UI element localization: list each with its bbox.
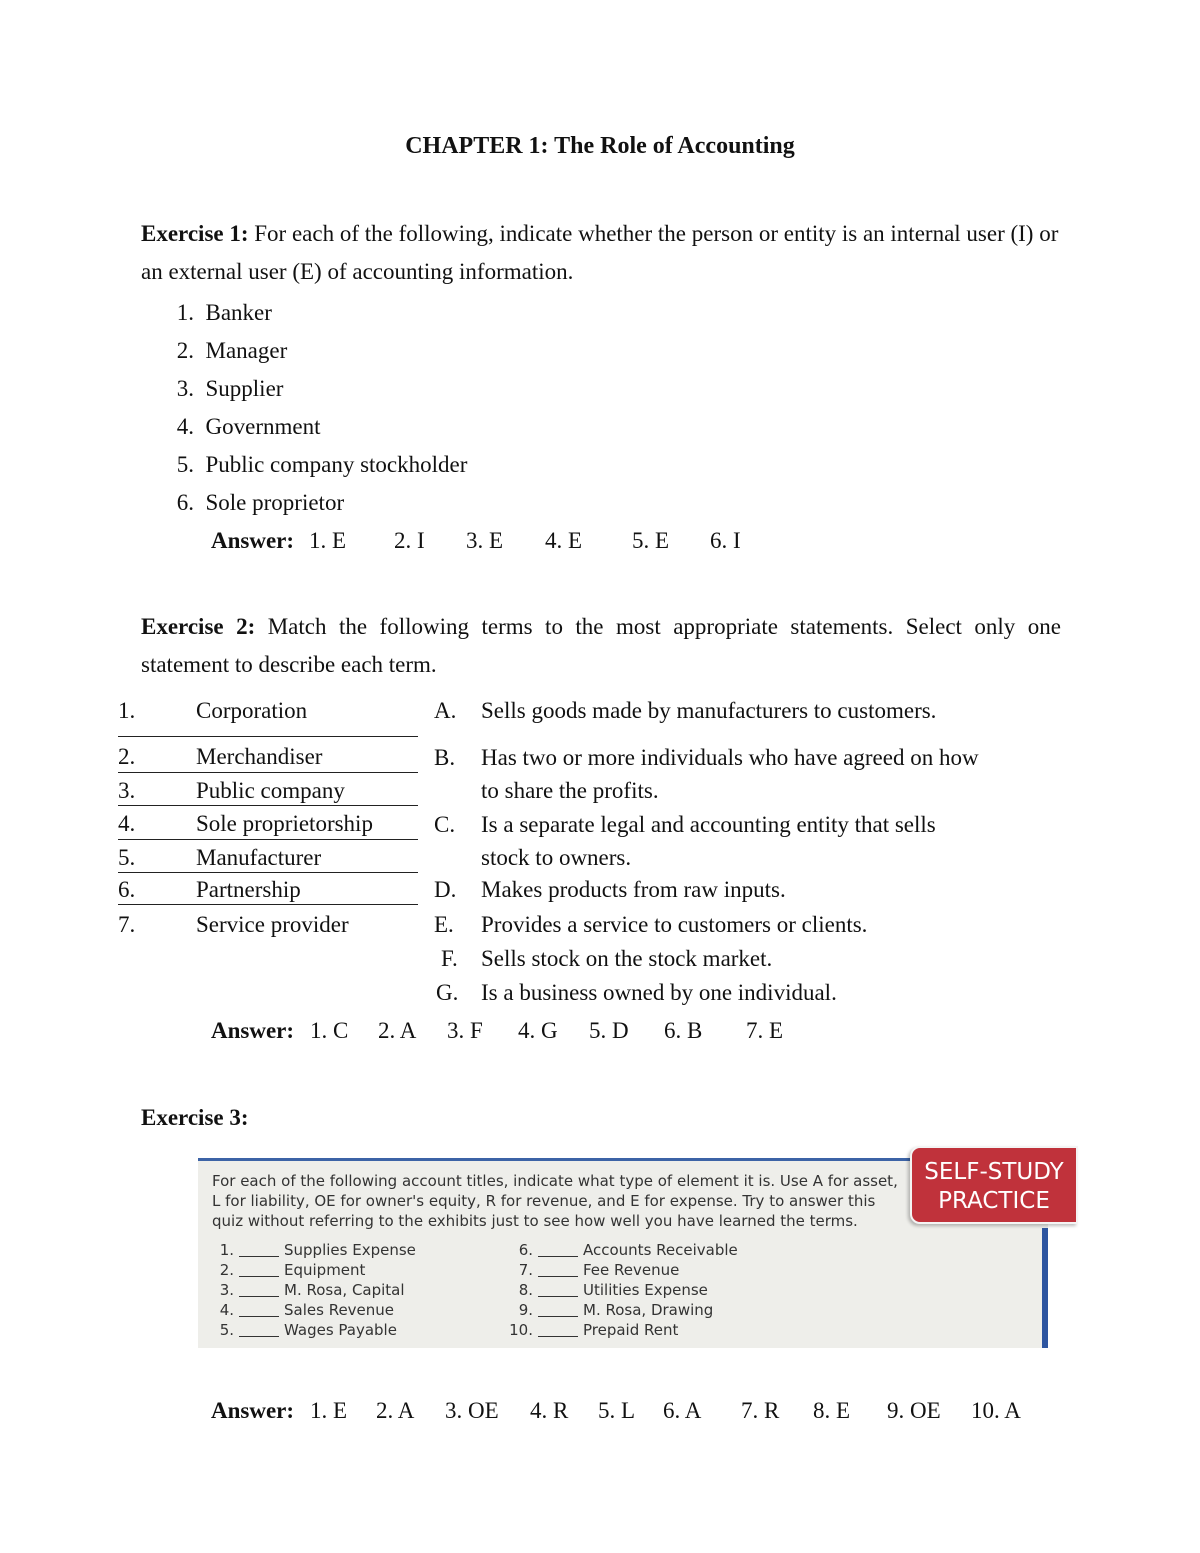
term-number: 5.	[118, 845, 136, 870]
exercise-1-answer	[211, 528, 294, 554]
statement-text: Is a separate legal and accounting entity that sells	[481, 812, 936, 837]
answer-label: Answer:	[211, 528, 295, 553]
quiz-item-label: Prepaid Rent	[583, 1321, 679, 1339]
term-label: Partnership	[196, 877, 301, 902]
self-study-badge	[910, 1146, 1078, 1224]
instruction-line: For each of the following account titles, indicate what type of element it is. Use A for asset,	[212, 1172, 898, 1190]
term-number: 1.	[118, 698, 136, 723]
answer-value: 1. C	[310, 1018, 349, 1043]
quiz-item: 2. Equipment	[219, 1261, 366, 1279]
term-label: Public company	[196, 778, 345, 803]
quiz-item: 4. Sales Revenue	[219, 1301, 395, 1319]
answer-value: 2. A	[376, 1398, 415, 1423]
statement-text: Provides a service to customers or clients.	[481, 912, 868, 937]
exercise-2-label: Exercise 2:	[141, 614, 256, 639]
statement-letter: D.	[434, 877, 457, 902]
term-label: Service provider	[196, 912, 349, 937]
list-item-text: Banker	[205, 300, 272, 325]
answer-value: 5. D	[589, 1018, 629, 1043]
list-item: 2. Manager	[176, 338, 288, 363]
statement-letter: B.	[434, 745, 456, 770]
page-title: CHAPTER 1: The Role of Accounting	[405, 133, 795, 159]
statement-text: Is a business owned by one individual.	[481, 980, 837, 1005]
quiz-item: 7. Fee Revenue	[518, 1261, 680, 1279]
answer-value: 6. B	[664, 1018, 703, 1043]
quiz-item: 8. Utilities Expense	[518, 1281, 708, 1299]
term-label: Merchandiser	[196, 744, 323, 769]
quiz-item-label: Fee Revenue	[583, 1261, 680, 1279]
statement-text: Sells goods made by manufacturers to customers.	[481, 698, 937, 723]
exercise-2-prompt	[141, 608, 1061, 684]
divider	[118, 736, 418, 737]
exercise-1-prompt	[141, 215, 1061, 291]
answer-value: 2. A	[378, 1018, 417, 1043]
answer-value: 3. OE	[445, 1398, 499, 1423]
list-item-text: Sole proprietor	[205, 490, 345, 515]
self-study-instructions	[212, 1171, 898, 1231]
panel-side-bar	[1042, 1228, 1048, 1348]
list-item: 1. Banker	[176, 300, 272, 325]
answer-value: 8. E	[813, 1398, 851, 1423]
answer-value: 4. G	[518, 1018, 558, 1043]
exercise-3-answer	[211, 1398, 294, 1424]
answer-value: 3. F	[447, 1018, 483, 1043]
answer-value: 7. E	[746, 1018, 784, 1043]
term-label: Corporation	[196, 698, 308, 723]
answer-value: 5. L	[598, 1398, 636, 1423]
answer-value: 4. R	[530, 1398, 569, 1423]
exercise-1-label: Exercise 1:	[141, 221, 249, 246]
quiz-item: 1. Supplies Expense	[219, 1241, 416, 1259]
answer-value: 7. R	[741, 1398, 780, 1423]
quiz-item-label: Supplies Expense	[284, 1241, 416, 1259]
answer-value: 1. E	[309, 528, 347, 553]
panel-top-rule	[198, 1158, 912, 1161]
quiz-item-label: Sales Revenue	[284, 1301, 395, 1319]
quiz-item-label: Equipment	[284, 1261, 366, 1279]
term-row	[118, 811, 418, 840]
term-row	[118, 845, 418, 873]
list-item: 4. Government	[176, 414, 321, 439]
quiz-item-label: Wages Payable	[284, 1321, 397, 1339]
exercise-3-prompt	[141, 1105, 249, 1131]
statement-text: to share the profits.	[481, 778, 659, 803]
statement-text: stock to owners.	[481, 845, 632, 870]
statement-text: Has two or more individuals who have agreed on how	[481, 745, 979, 770]
term-number: 2.	[118, 744, 136, 769]
term-row	[118, 778, 418, 806]
answer-value: 1. E	[310, 1398, 348, 1423]
term-row	[118, 877, 418, 905]
exercise-1-text: For each of the following, indicate whether the person or entity is an internal user (I) or an external user (E) of accounting information.	[141, 221, 1059, 284]
term-row	[118, 744, 418, 773]
list-item-text: Government	[205, 414, 321, 439]
term-number: 7.	[118, 912, 136, 937]
answer-value: 5. E	[632, 528, 670, 553]
list-item: 6. Sole proprietor	[176, 490, 345, 515]
answer-value: 9. OE	[887, 1398, 941, 1423]
answer-label: Answer:	[211, 1018, 295, 1043]
exercise-3-label: Exercise 3:	[141, 1105, 249, 1130]
statement-letter: C.	[434, 812, 456, 837]
badge-line: PRACTICE	[938, 1188, 1050, 1214]
exercise-2-answer	[211, 1018, 294, 1044]
quiz-item-label: Accounts Receivable	[583, 1241, 738, 1259]
statement-letter: A.	[434, 698, 457, 723]
quiz-item-label: M. Rosa, Capital	[284, 1281, 405, 1299]
list-item-text: Manager	[205, 338, 288, 363]
quiz-item: 6. Accounts Receivable	[518, 1241, 738, 1259]
quiz-item: 3. M. Rosa, Capital	[219, 1281, 405, 1299]
term-number: 3.	[118, 778, 136, 803]
quiz-item: 9. M. Rosa, Drawing	[518, 1301, 714, 1319]
term-label: Sole proprietorship	[196, 811, 373, 836]
quiz-item-label: M. Rosa, Drawing	[583, 1301, 714, 1319]
quiz-item: 5. Wages Payable	[219, 1321, 397, 1339]
quiz-item: 10. Prepaid Rent	[509, 1321, 679, 1339]
statement-letter: E.	[434, 912, 454, 937]
answer-value: 6. I	[710, 528, 741, 553]
statement-text: Sells stock on the stock market.	[481, 946, 773, 971]
term-label: Manufacturer	[196, 845, 322, 870]
list-item: 3. Supplier	[176, 376, 284, 401]
answer-value: 4. E	[545, 528, 583, 553]
list-item-text: Public company stockholder	[205, 452, 468, 477]
exercise-2-text: Match the following terms to the most appropriate statements. Select only one statement to describe each term.	[141, 614, 1061, 677]
list-item: 5. Public company stockholder	[176, 452, 468, 477]
answer-value: 6. A	[663, 1398, 702, 1423]
answer-label: Answer:	[211, 1398, 295, 1423]
term-number: 6.	[118, 877, 136, 902]
statement-letter: F.	[441, 946, 458, 971]
statement-text: Makes products from raw inputs.	[481, 877, 786, 902]
answer-value: 10. A	[971, 1398, 1021, 1423]
instruction-line: L for liability, OE for owner's equity, R for revenue, and E for expense. Try to answer this	[212, 1192, 876, 1210]
answer-value: 2. I	[394, 528, 425, 553]
list-item-text: Supplier	[205, 376, 284, 401]
answer-value: 3. E	[466, 528, 504, 553]
quiz-item-label: Utilities Expense	[583, 1281, 708, 1299]
term-number: 4.	[118, 811, 136, 836]
statement-letter: G.	[436, 980, 459, 1005]
badge-line: SELF-STUDY	[924, 1159, 1064, 1185]
instruction-line: quiz without referring to the exhibits just to see how well you have learned the terms.	[212, 1212, 858, 1230]
